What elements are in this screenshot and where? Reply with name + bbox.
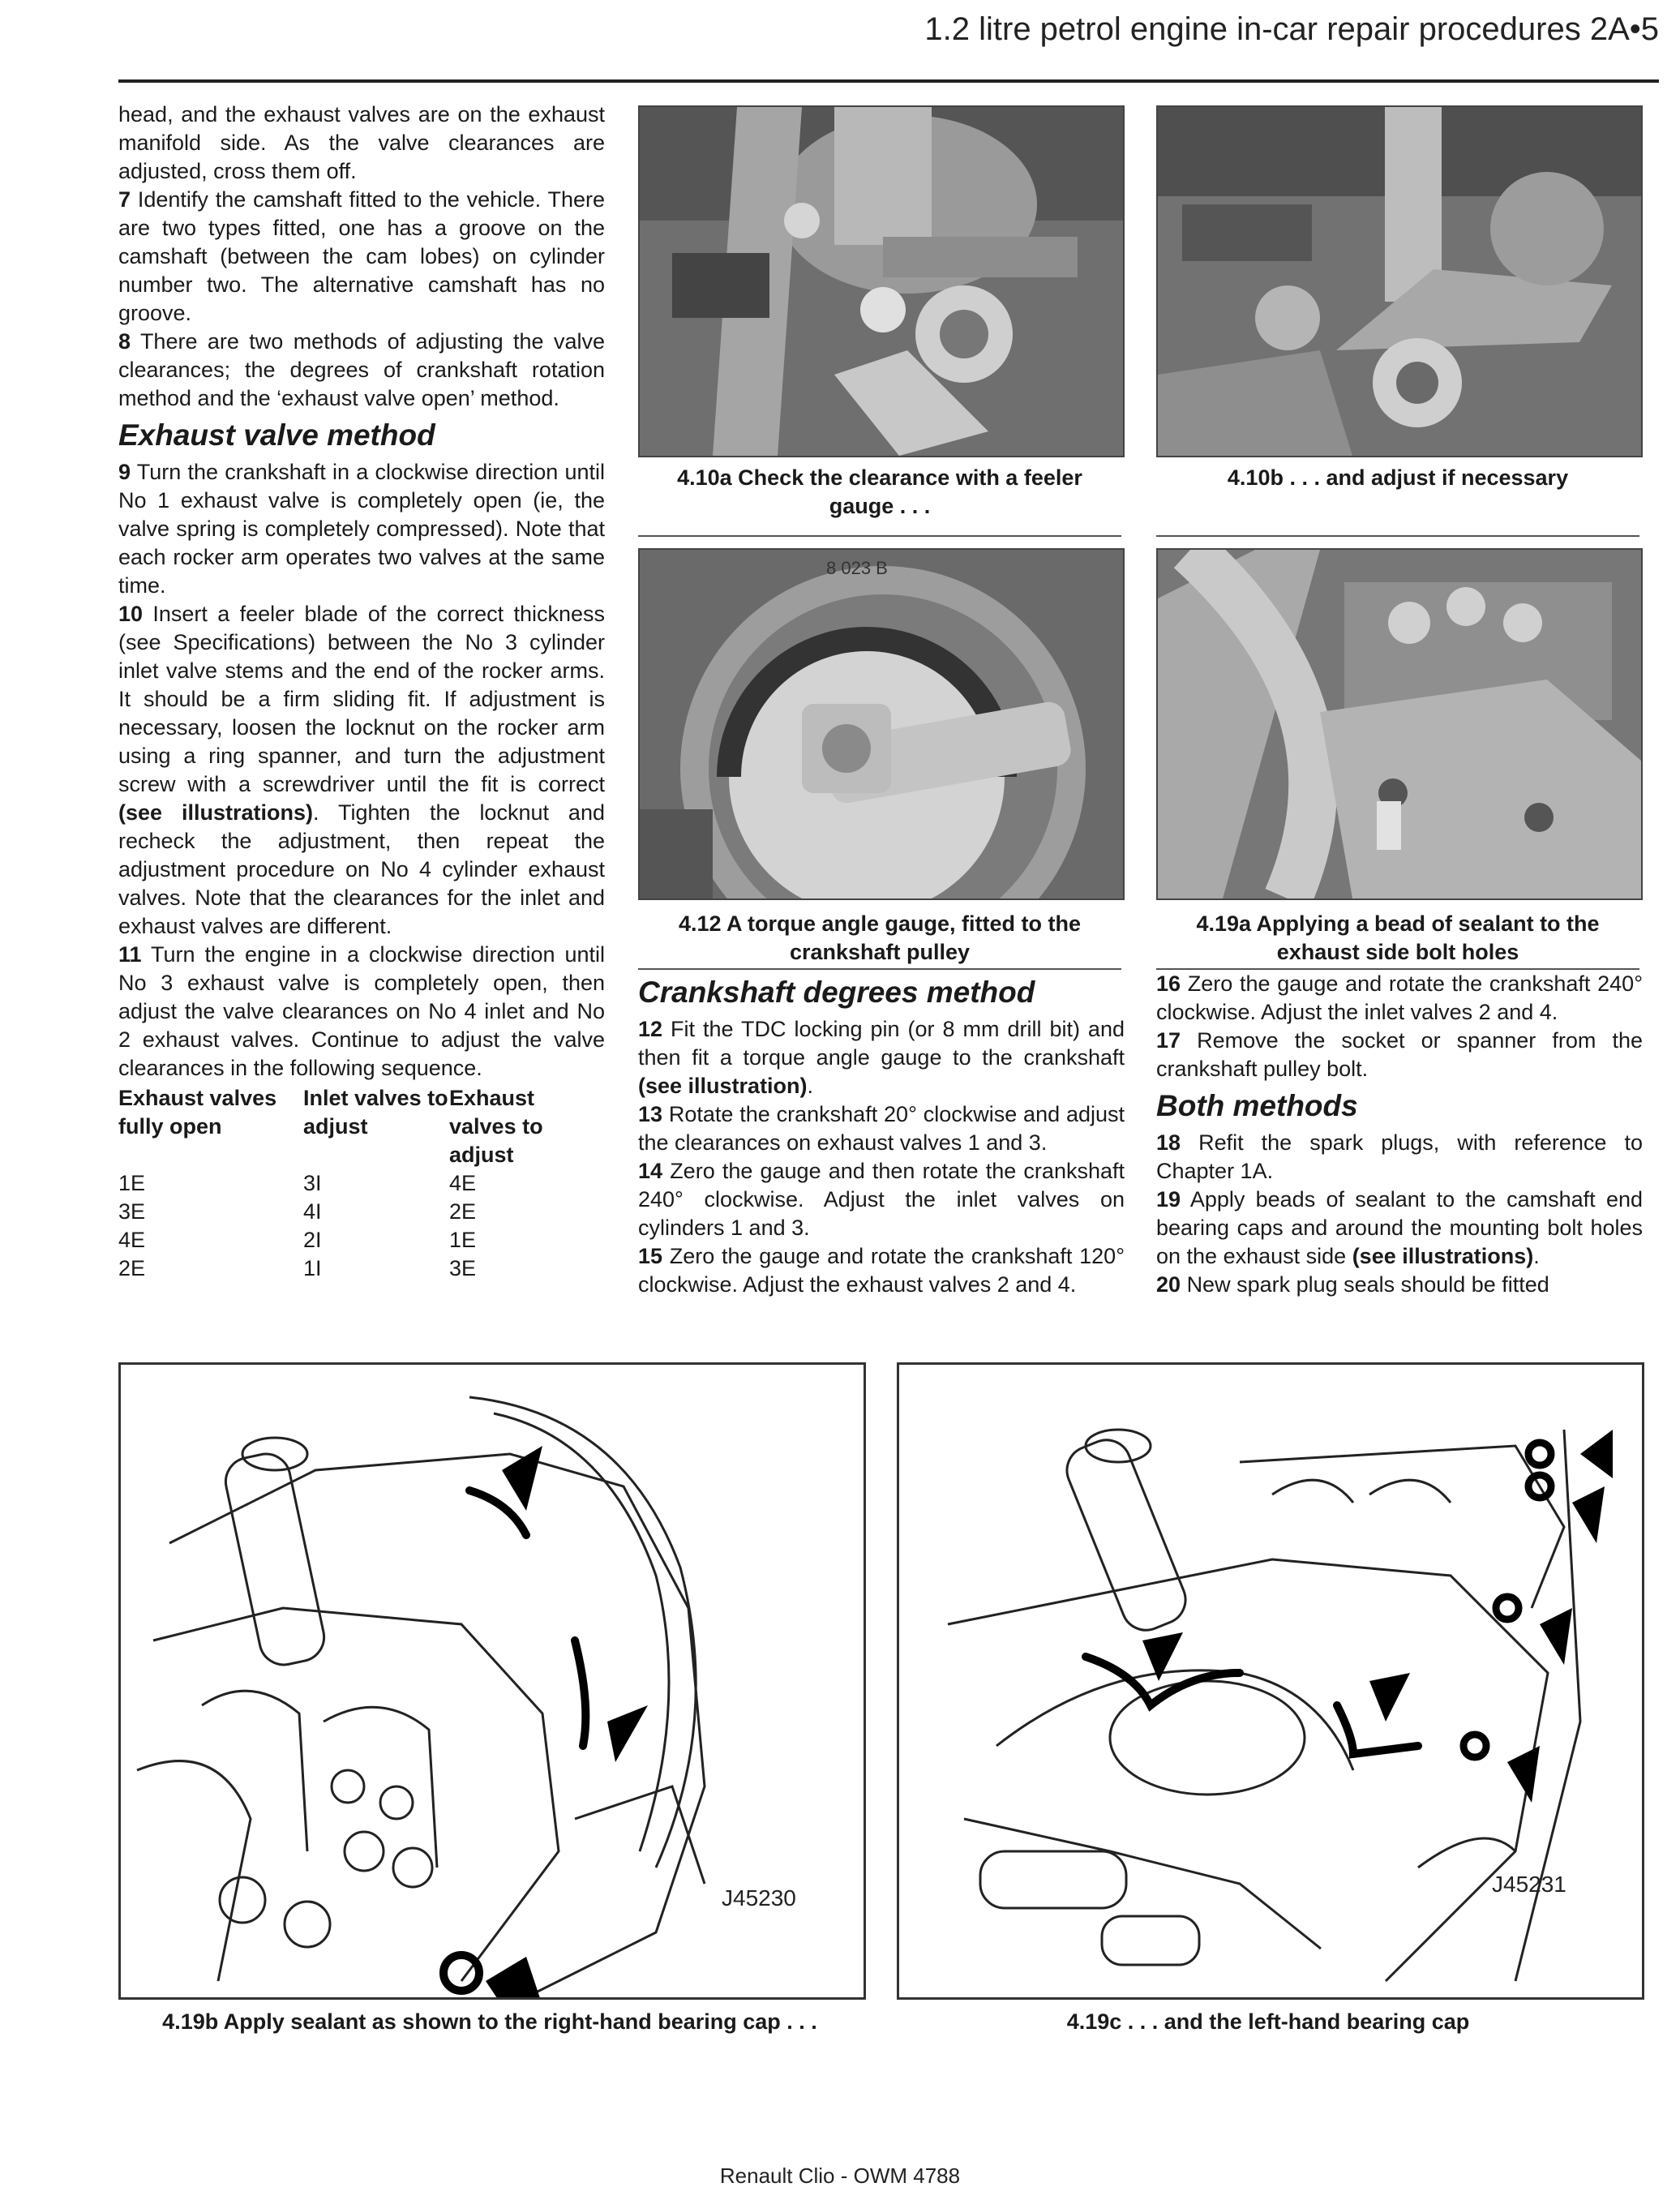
middle-column [638,970,1125,1299]
section-heading-exhaust: Exhaust valve method [118,418,435,452]
paragraph-text: . [807,1074,814,1098]
table-row [118,1169,605,1198]
cross-reference: (see illustrations) [118,800,313,825]
photo-sealant-bolt-holes [1156,548,1643,900]
paragraph-text: Zero the gauge and rotate the crankshaft 240° clockwise. Adjust the inlet valves 2 and 4. [1156,971,1643,1024]
paragraph-14 [638,1157,1125,1242]
caption-4-19b: 4.19b Apply sealant as shown to the right-hand bearing cap . . . [162,2009,817,2034]
paragraph-text: New spark plug seals should be fitted [1186,1272,1549,1297]
page-footer: Renault Clio - OWM 4788 [719,2164,961,2188]
paragraph-number: 9 [118,460,131,484]
paragraph-number: 13 [638,1102,663,1126]
paragraph-text: Refit the spark plugs, with reference to Chapter 1A. [1156,1130,1643,1183]
photo-feeler-gauge-image [640,107,1123,456]
paragraph-number: 7 [118,187,131,212]
paragraph-20 [1156,1271,1643,1299]
paragraph-number: 16 [1156,971,1181,996]
paragraph-number: 17 [1156,1028,1181,1053]
caption-divider [638,535,1121,537]
photo-adjust-clearance [1156,105,1643,457]
table-cell: 3E [449,1256,477,1280]
page-title: 1.2 litre petrol engine in-car repair procedures 2A•5 [924,11,1659,47]
table-cell: 3E [118,1199,146,1224]
page-header [118,0,1659,83]
paragraph-text: Fit the TDC locking pin (or 8 mm drill bit) and then fit a torque angle gauge to the crankshaft [638,1017,1125,1070]
table-header-cell: Inlet valves to adjust [303,1086,448,1139]
paragraph-number: 12 [638,1017,663,1041]
table-row [118,1226,605,1254]
photo-sealant-bolt-holes-image [1158,550,1641,898]
diagram-left-hand-bearing-cap-drawing [899,1365,1642,1997]
figure-ref-j45230: J45230 [722,1885,796,1911]
paragraph-text: Rotate the crankshaft 20° clockwise and adjust the clearances on exhaust valves 1 and 3. [638,1102,1125,1155]
caption-4-19c: 4.19c . . . and the left-hand bearing cap [1066,2009,1470,2034]
paragraph-17 [1156,1027,1643,1083]
paragraph-number: 19 [1156,1187,1181,1212]
paragraph-9 [118,458,605,600]
paragraph-number: 14 [638,1159,663,1183]
paragraph-number: 18 [1156,1130,1181,1155]
paragraph-text: Insert a feeler blade of the correct thickness (see Specifications) between the No 3 cylinder inlet valve stems and the end of the rocker arms. It should be a firm sliding fit. If adjustment is necessary, loosen the locknut on the rocker arm using a ring spanner, and turn the adjustment screw with a screwdriver until the fit is correct [118,602,605,796]
table-row [118,1254,605,1283]
caption-4-12: 4.12 A torque angle gauge, fitted to the crankshaft pulley [678,911,1082,964]
paragraph-text: Apply beads of sealant to the camshaft end bearing caps and around the mounting bolt holes on the exhaust side [1156,1187,1643,1268]
paragraph-text: There are two methods of adjusting the valve clearances; the degrees of crankshaft rotation method and the ‘exhaust valve open’ method. [118,329,605,410]
paragraph-number: 8 [118,329,131,354]
paragraph-text: Turn the engine in a clockwise direction until No 3 exhaust valve is completely open, then adjust the valve clearances on No 4 inlet and No 2 exhaust valves. Continue to adjust the valve clearances in the following sequence. [118,942,606,1080]
caption-divider [1156,535,1639,537]
table-cell: 3I [303,1171,322,1195]
photo-feeler-gauge [638,105,1125,457]
paragraph-text: Identify the camshaft fitted to the vehicle. There are two types fitted, one has a groove on the camshaft (between the cam lobes) on cylinder number two. The alternative camshaft has no groove. [118,187,605,325]
section-heading-both: Both methods [1156,1089,1358,1122]
left-column [118,101,605,1283]
table-cell: 1E [118,1171,146,1195]
paragraph-7 [118,186,605,328]
paragraph-16 [1156,970,1643,1027]
table-header-row [118,1084,605,1169]
paragraph-13 [638,1100,1125,1157]
table-cell: 2E [118,1256,146,1280]
caption-4-19a: 4.19a Applying a bead of sealant to the exhaust side bolt holes [1196,911,1600,964]
paragraph-number: 20 [1156,1272,1181,1297]
photo-torque-angle-gauge-image [640,550,1123,898]
paragraph-text: . [1533,1244,1540,1268]
cross-reference: (see illustrations) [1352,1244,1534,1268]
caption-4-10b: 4.10b . . . and adjust if necessary [1227,465,1569,490]
right-column [1156,970,1643,1299]
paragraph-15 [638,1242,1125,1299]
diagram-left-hand-bearing-cap [897,1362,1644,2000]
section-heading-crankshaft: Crankshaft degrees method [638,976,1035,1009]
table-cell: 4I [303,1199,322,1224]
paragraph-text: Turn the crankshaft in a clockwise direction until No 1 exhaust valve is completely open (ie, the valve spring is completely compressed). Note that each rocker arm operates two valves at the same time. [118,460,606,598]
paragraph-number: 15 [638,1244,663,1268]
photo-adjust-clearance-image [1158,107,1641,456]
paragraph-8 [118,328,605,413]
paragraph-number: 11 [118,942,142,967]
paragraph-text: Zero the gauge and then rotate the crankshaft 240° clockwise. Adjust the inlet valves on cylinders 1 and 3. [638,1159,1125,1240]
table-cell: 1E [449,1228,477,1252]
valve-sequence-table [118,1084,605,1283]
pulley-marking: 8 023 B [826,558,888,578]
table-cell: 2I [303,1228,322,1252]
paragraph-10 [118,600,605,941]
paragraph-number: 10 [118,602,144,626]
table-cell: 4E [118,1228,146,1252]
paragraph-12 [638,1015,1125,1100]
paragraph-text: . Tighten the locknut and recheck the adjustment, then repeat the adjustment procedure on No 4 cylinder exhaust valves. Note that the clearances for the inlet and exhaust valves are different. [118,800,605,938]
intro-paragraph: head, and the exhaust valves are on the exhaust manifold side. As the valve clearances are adjusted, cross them off. [118,102,605,183]
paragraph-text: Remove the socket or spanner from the crankshaft pulley bolt. [1156,1028,1643,1081]
photo-torque-angle-gauge [638,548,1125,900]
table-cell: 1I [303,1256,322,1280]
paragraph-18 [1156,1129,1643,1186]
paragraph-19 [1156,1186,1643,1271]
table-cell: 2E [449,1199,477,1224]
table-row [118,1198,605,1226]
paragraph-11 [118,941,605,1083]
cross-reference: (see illustration) [638,1074,808,1098]
figure-ref-j45231: J45231 [1492,1872,1566,1897]
paragraph-text: Zero the gauge and rotate the crankshaft 120° clockwise. Adjust the exhaust valves 2 and 4. [638,1244,1125,1297]
table-cell: 4E [449,1171,477,1195]
caption-4-10a: 4.10a Check the clearance with a feeler gauge . . . [677,465,1082,518]
table-header-cell: Exhaust valves fully open [118,1086,277,1139]
table-header-cell: Exhaust valves to adjust [449,1086,543,1167]
